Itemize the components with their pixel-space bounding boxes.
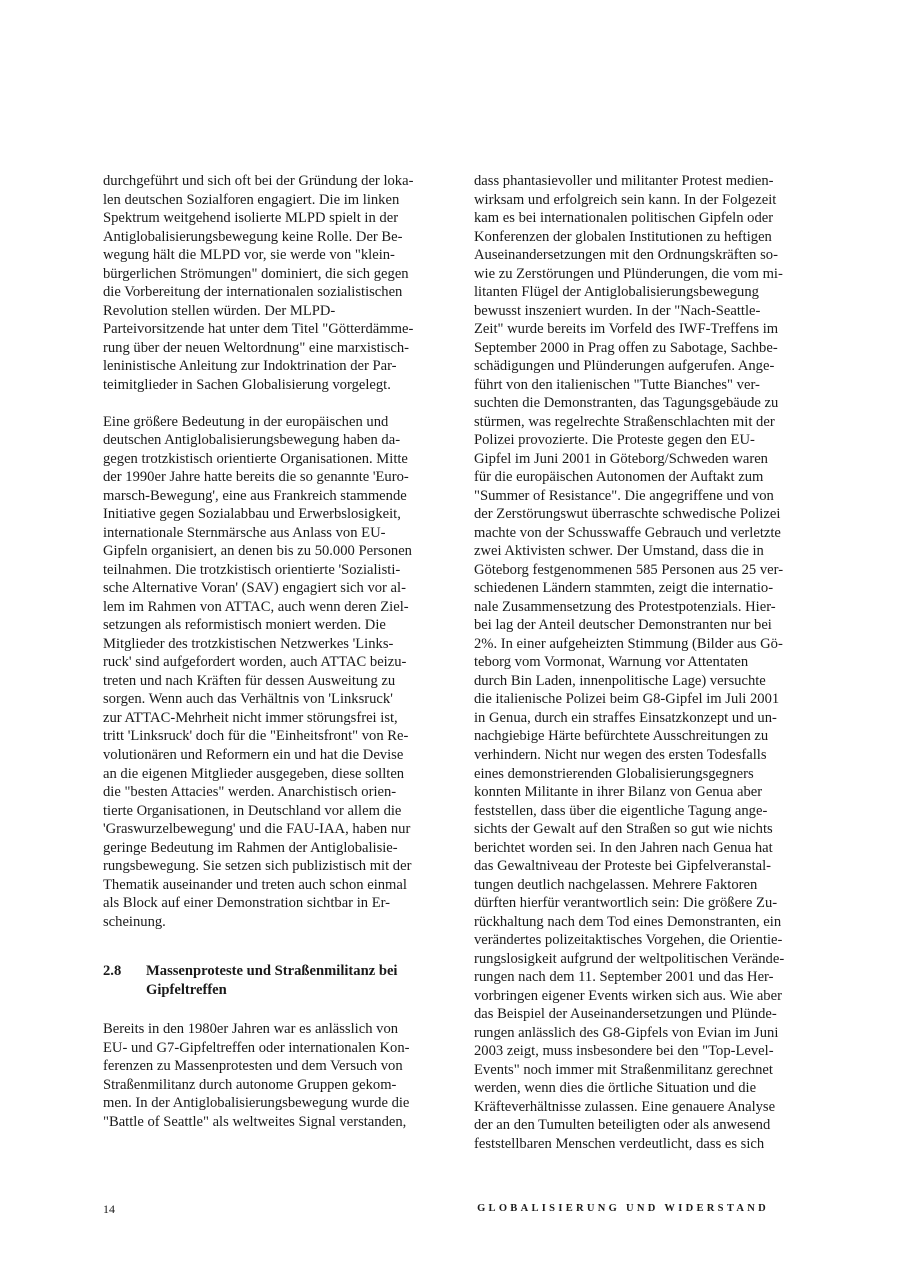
text-line: tungen deutlich nachgelassen. Mehrere Faktoren [474, 876, 758, 893]
text-line: die Vorbereitung der internationalen sozialistischen [103, 284, 403, 301]
text-line: verändertes polizeitaktisches Vorgehen, die Orientie- [474, 932, 783, 949]
text-line: treten und nach Kräften für dessen Ausweitung zu [103, 672, 396, 689]
text-line: bürgerlichen Strömungen" dominiert, die sich gegen [103, 265, 409, 282]
text-line: gegen trotzkistisch orientierte Organisationen. Mitte [103, 450, 408, 467]
text-line: len deutschen Sozialforen engagiert. Die im linken [103, 191, 400, 208]
text-line: stürmen, was regelrechte Straßenschlachten mit der [474, 413, 775, 430]
text-line: zwei Aktivisten schwer. Der Umstand, dass die in [474, 543, 764, 560]
text-line: rückhaltung nach dem Tod eines Demonstranten, ein [474, 913, 782, 930]
text-line: wegung hält die MLPD vor, sie werde von "klein- [103, 247, 395, 264]
text-line: werden, wenn dies die örtliche Situation und die [474, 1080, 757, 1097]
text-line: führt von den italienischen "Tutte Bianches" ver- [474, 376, 760, 393]
paragraph-2 [103, 413, 428, 931]
text-line: die italienische Polizei beim G8-Gipfel im Juli 2001 [474, 691, 780, 708]
text-line: Initiative gegen Sozialabbau und Erwerbslosigkeit, [103, 506, 401, 523]
text-line: Gipfel im Juni 2001 in Göteborg/Schweden waren [474, 450, 768, 467]
text-line: rungsbewegung. Sie setzen sich publizistisch mit der [103, 858, 412, 875]
text-line: vorbringen eigener Events wirken sich aus. Wie aber [474, 987, 782, 1004]
text-line: das Beispiel der Auseinandersetzungen und Plünde- [474, 1006, 777, 1023]
text-line: Konferenzen der globalen Institutionen zu heftigen [474, 228, 772, 245]
text-line: Eine größere Bedeutung in der europäischen und [103, 413, 389, 430]
left-column [103, 172, 428, 931]
text-line: suchten die Demonstranten, das Tagungsgebäude zu [474, 395, 779, 412]
text-line: schädigungen und Plünderungen aufgerufen. Ange- [474, 358, 775, 375]
text-line: internationale Sternmärsche aus Anlass von EU- [103, 524, 386, 541]
text-line: nale Zusammensetzung des Protestpotenzials. Hier- [474, 598, 776, 615]
text-line: dass phantasievoller und militanter Protest medien- [474, 173, 774, 189]
text-line: bei lag der Anteil deutscher Demonstranten nur bei [474, 617, 772, 634]
text-line: Bereits in den 1980er Jahren war es anlässlich von [103, 1021, 399, 1037]
text-line: rungen anlässlich des G8-Gipfels von Evian im Juni [474, 1024, 779, 1041]
text-line: Antiglobalisierungsbewegung keine Rolle. Der Be- [103, 228, 403, 245]
text-line: das Gewaltniveau der Proteste bei Gipfelveranstal- [474, 858, 772, 875]
text-line: eines demonstrierenden Globalisierungsgegners [474, 765, 754, 782]
text-line: durchgeführt und sich oft bei der Gründung der loka- [103, 173, 414, 189]
text-line: leninistische Anleitung zur Indoktrination der Par- [103, 358, 397, 375]
text-line: kam es bei internationalen politischen Gipfeln oder [474, 210, 774, 227]
paragraph-3 [103, 1020, 428, 1131]
text-line: "Summer of Resistance". Die angegriffene und von [474, 487, 774, 504]
text-line: September 2000 in Prag offen zu Sabotage, Sachbe- [474, 339, 778, 356]
text-line: verhindern. Nicht nur wegen des ersten Todesfalls [474, 746, 767, 763]
paragraph-1 [103, 172, 428, 394]
text-line: tritt 'Linksruck' doch für die "Einheitsfront" von Re- [103, 728, 409, 745]
text-line: in Genua, durch ein straffes Einsatzkonzept und un- [474, 709, 777, 726]
text-line: 2003 zeigt, muss insbesondere bei den "Top-Level- [474, 1043, 774, 1060]
text-line: sichts der Gewalt auf den Straßen so gut wie nichts [474, 821, 773, 838]
text-line: ruck' sind aufgefordert worden, auch ATTAC beizu- [103, 654, 407, 671]
text-line: scheinung. [103, 913, 166, 930]
text-line: Gipfeln organisiert, an denen bis zu 50.000 Personen [103, 543, 412, 560]
text-line: Revolution stellen würden. Der MLPD- [103, 302, 336, 319]
text-line: nachgiebige Härte befürchtete Ausschreitungen zu [474, 728, 769, 745]
text-line: Events" noch immer mit Straßenmilitanz gerechnet [474, 1061, 773, 1078]
text-line: rungen nach dem 11. September 2001 und das Her- [474, 969, 774, 986]
text-line: die "besten Attacies" werden. Anarchistisch orien- [103, 784, 397, 801]
text-line: Zeit" wurde bereits im Vorfeld des IWF-Treffens im [474, 321, 779, 338]
text-line: dürften hierfür verantwortlich sein: Die größere Zu- [474, 895, 778, 912]
text-line: litanten Flügel der Antiglobalisierungsbewegung [474, 284, 759, 301]
text-line: marsch-Bewegung', eine aus Frankreich stammende [103, 487, 407, 504]
right-column [474, 172, 804, 1153]
text-line: konnten Militante in ihrer Bilanz von Genua aber [474, 784, 763, 801]
text-line: "Battle of Seattle" als weltweites Signal verstanden, [103, 1113, 407, 1130]
page-number: 14 [103, 1202, 115, 1216]
text-line: teborg vom Vormonat, Warnung vor Attentaten [474, 654, 749, 671]
text-line: geringe Bedeutung im Rahmen der Antiglobalisie- [103, 839, 398, 856]
section-title-line: Massenproteste und Straßenmilitanz bei [146, 963, 398, 979]
running-title: GLOBALISIERUNG UND WIDERSTAND [477, 1203, 769, 1214]
section-number: 2.8 [103, 963, 122, 979]
text-line: der 1990er Jahre hatte bereits die so genannte 'Euro- [103, 469, 409, 486]
text-line: feststellbaren Menschen verdeutlicht, dass es sich [474, 1135, 765, 1152]
text-line: Straßenmilitanz durch autonome Gruppen gekom- [103, 1076, 397, 1093]
text-line: schiedenen Ländern stammten, zeigt die internatio- [474, 580, 774, 597]
text-line: Kräfteverhältnisse zulassen. Eine genauere Analyse [474, 1098, 776, 1115]
text-line: EU- und G7-Gipfeltreffen oder internationalen Kon- [103, 1039, 410, 1056]
text-line: feststellen, dass über die eigentliche Tagung ange- [474, 802, 768, 819]
text-line: bewusst inszeniert wurden. In der "Nach-Seattle- [474, 302, 761, 319]
text-line: setzungen als reformistisch moniert werden. Die [103, 617, 386, 634]
text-line: machte von der Schusswaffe Gebrauch und verletzte [474, 524, 781, 541]
text-line: der Zerstörungswut überraschte schwedische Polizei [474, 506, 781, 523]
text-line: teilnahmen. Die trotzkistisch orientierte 'Sozialisti- [103, 561, 401, 578]
text-line: wie zu Zerstörungen und Plünderungen, die vom mi- [474, 265, 783, 282]
text-line: der an den Tumulten beteiligten oder als anwesend [474, 1117, 771, 1134]
text-line: teimitglieder in Sachen Globalisierung vorgelegt. [103, 376, 391, 393]
text-line: rung über der neuen Weltordnung" eine marxistisch- [103, 339, 410, 356]
text-line: 'Graswurzelbewegung' und die FAU-IAA, haben nur [103, 821, 411, 838]
text-line: als Block auf einer Demonstration sichtbar in Er- [103, 895, 391, 912]
text-line: sorgen. Wenn auch das Verhältnis von 'Linksruck' [103, 691, 393, 708]
text-line: durch Bin Laden, innenpolitische Lage) versuchte [474, 672, 766, 689]
text-line: wirksam und erfolgreich sein kann. In der Folgezeit [474, 191, 777, 208]
text-line: rungslosigkeit aufgrund der weltpolitischen Verände- [474, 950, 785, 967]
text-line: ferenzen zu Massenprotesten und dem Versuch von [103, 1058, 403, 1075]
text-line: berichtet worden sei. In den Jahren nach Genua hat [474, 839, 773, 856]
section-title-line: Gipfeltreffen [146, 981, 227, 998]
text-line: Göteborg festgenommenen 585 Personen aus 25 ver- [474, 561, 784, 578]
text-line: Parteivorsitzende hat unter dem Titel "Götterdämme- [103, 321, 414, 338]
text-line: Spektrum weitgehend isolierte MLPD spielt in der [103, 210, 399, 227]
text-line: tierte Organisationen, in Deutschland vor allem die [103, 802, 402, 819]
text-line: zur ATTAC-Mehrheit nicht immer störungsfrei ist, [103, 709, 398, 726]
section-title [146, 962, 397, 999]
text-line: Polizei provozierte. Die Proteste gegen den EU- [474, 432, 755, 449]
text-line: lem im Rahmen von ATTAC, auch wenn deren Ziel- [103, 598, 409, 615]
text-line: men. In der Antiglobalisierungsbewegung wurde die [103, 1095, 410, 1112]
text-line: Mitglieder des trotzkistischen Netzwerkes 'Links- [103, 635, 394, 652]
text-line: Auseinandersetzungen mit den Ordnungskräften so- [474, 247, 778, 264]
text-line: für die europäischen Autonomen der Auftakt zum [474, 469, 764, 486]
text-line: deutschen Antiglobalisierungsbewegung haben da- [103, 432, 401, 449]
text-line: an die eigenen Mitglieder ausgegeben, diese sollten [103, 765, 405, 782]
text-line: volutionären und Reformern ein und hat die Devise [103, 746, 404, 763]
text-line: Thematik auseinander und treten auch schon einmal [103, 876, 407, 893]
text-line: 2%. In einer aufgeheizten Stimmung (Bilder aus Gö- [474, 635, 783, 652]
text-line: sche Alternative Voran' (SAV) engagiert sich vor al- [103, 580, 406, 597]
